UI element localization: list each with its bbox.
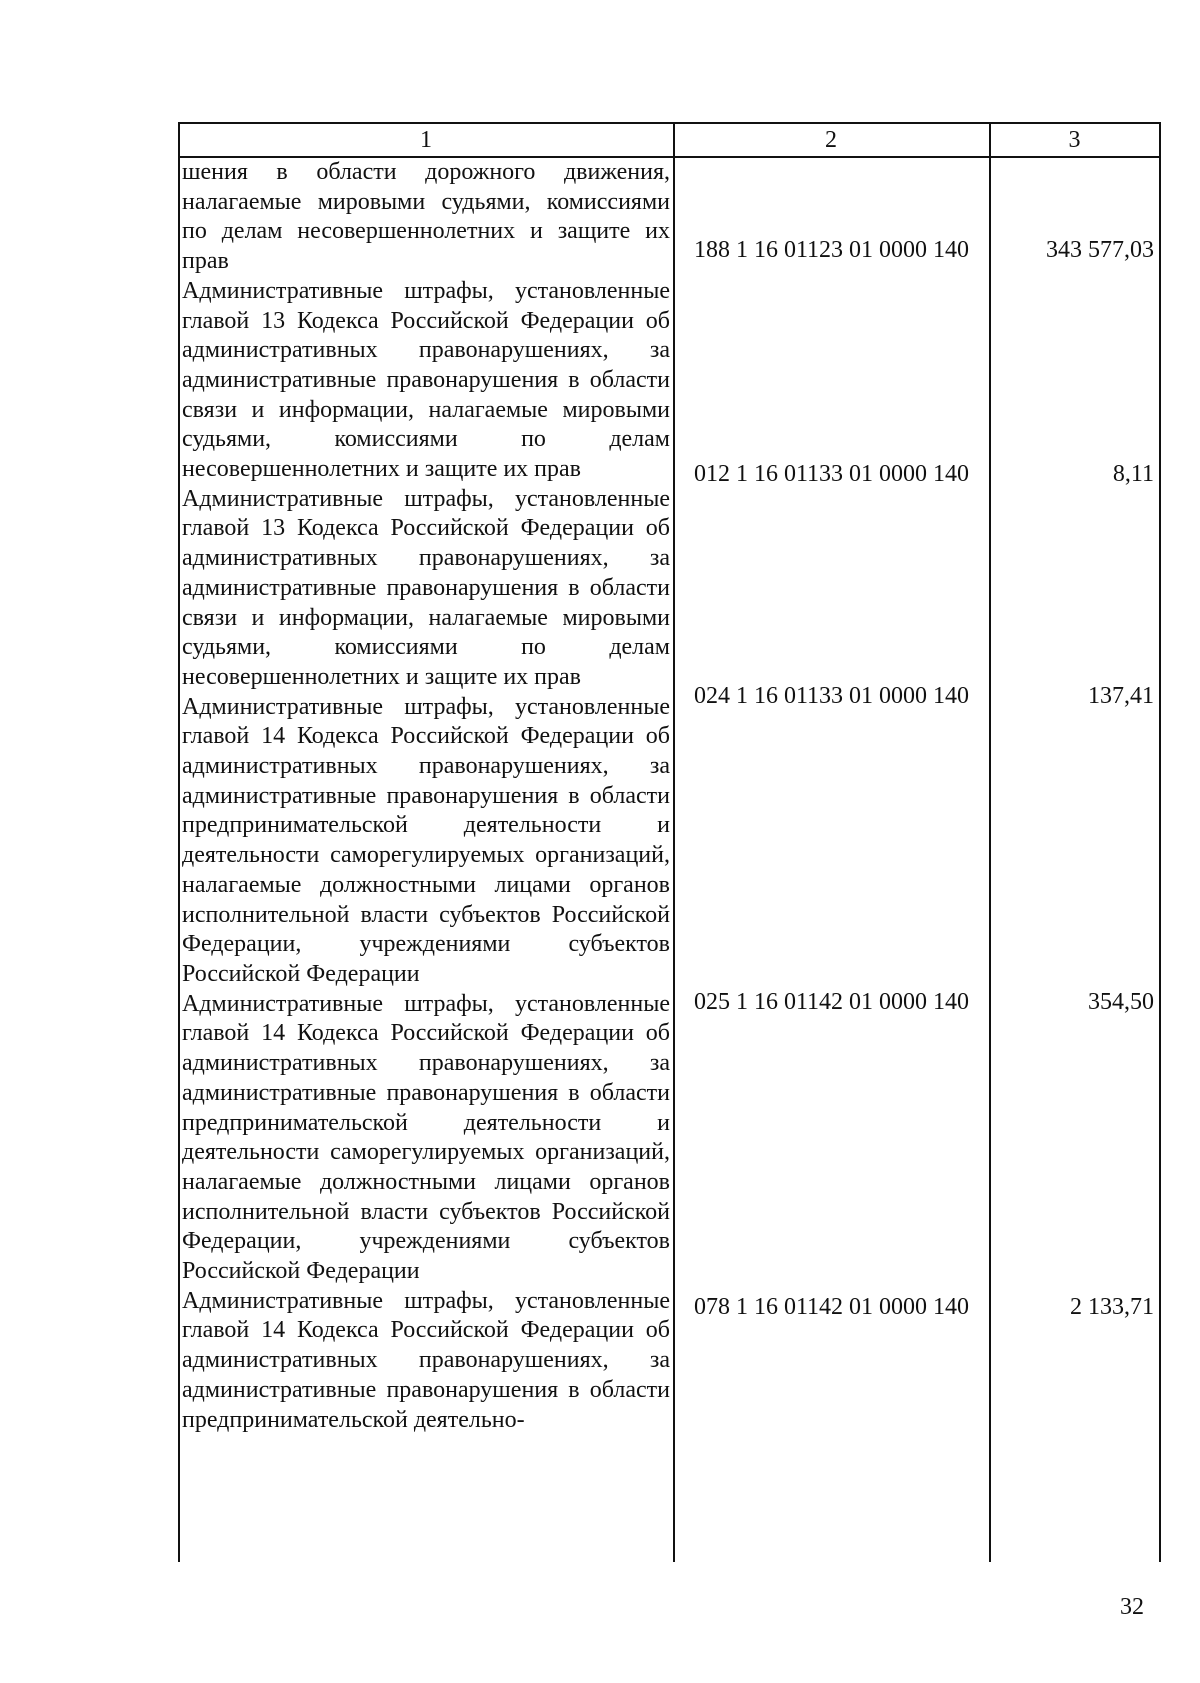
budget-code: 024 1 16 01133 01 0000 140 xyxy=(693,683,970,709)
amount: 8,11 xyxy=(1112,461,1154,487)
column-divider-1 xyxy=(673,124,675,1562)
budget-code: 025 1 16 01142 01 0000 140 xyxy=(693,989,970,1015)
amount: 343 577,03 xyxy=(1046,237,1154,263)
table-header xyxy=(180,124,1159,158)
page-number: 32 xyxy=(1120,1594,1144,1620)
description-column xyxy=(180,158,672,1435)
row-description: шения в области дорожного движения, налагаемые мировыми судьями, комиссиями по делам несовершеннолетних и защите их прав xyxy=(182,159,670,275)
row-description: Административные штрафы, установленные главой 13 Кодекса Российской Федерации об административных правонарушениях, за административные правонарушения в области связи и информации, налагаемые мировыми судьями, комиссиями по делам несовершеннолетних и защите их прав xyxy=(182,277,670,483)
header-col-2: 2 xyxy=(825,127,837,153)
amount: 137,41 xyxy=(1088,683,1154,709)
row-description: Административные штрафы, установленные главой 14 Кодекса Российской Федерации об административных правонарушениях, за административные правонарушения в области предпринимательской деятельности и деятельности саморегулируемых организаций, налагаемые должностными лицами органов исполнительной власти субъектов Российской Федерации, учреждениями субъектов Российской Федерации xyxy=(182,693,670,987)
budget-code: 078 1 16 01142 01 0000 140 xyxy=(693,1294,970,1320)
table-row xyxy=(180,987,1159,1017)
row-description: Административные штрафы, установленные главой 13 Кодекса Российской Федерации об административных правонарушениях, за административные правонарушения в области связи и информации, налагаемые мировыми судьями, комиссиями по делам несовершеннолетних и защите их прав xyxy=(182,485,670,690)
row-description: Административные штрафы, установленные главой 14 Кодекса Российской Федерации об административных правонарушениях, за административные правонарушения в области предпринимательской деятельности и деятельности саморегулируемых организаций, налагаемые должностными лицами органов исполнительной власти субъектов Российской Федерации, учреждениями субъектов Российской Федерации xyxy=(182,990,670,1285)
table-row xyxy=(180,235,1159,265)
column-divider-2 xyxy=(989,124,991,1562)
amount: 2 133,71 xyxy=(1070,1294,1154,1320)
amount: 354,50 xyxy=(1088,989,1154,1015)
header-col-1: 1 xyxy=(420,127,432,153)
row-description: Административные штрафы, установленные главой 14 Кодекса Российской Федерации об административных правонарушениях, за административные правонарушения в области предпринимательской деятельно- xyxy=(182,1287,670,1433)
table-row xyxy=(180,459,1159,489)
header-col-3: 3 xyxy=(1068,127,1081,153)
budget-code: 012 1 16 01133 01 0000 140 xyxy=(693,461,970,487)
budget-table xyxy=(178,122,1161,1562)
table-row xyxy=(180,681,1159,711)
table-row xyxy=(180,1292,1159,1322)
budget-code: 188 1 16 01123 01 0000 140 xyxy=(693,237,970,263)
